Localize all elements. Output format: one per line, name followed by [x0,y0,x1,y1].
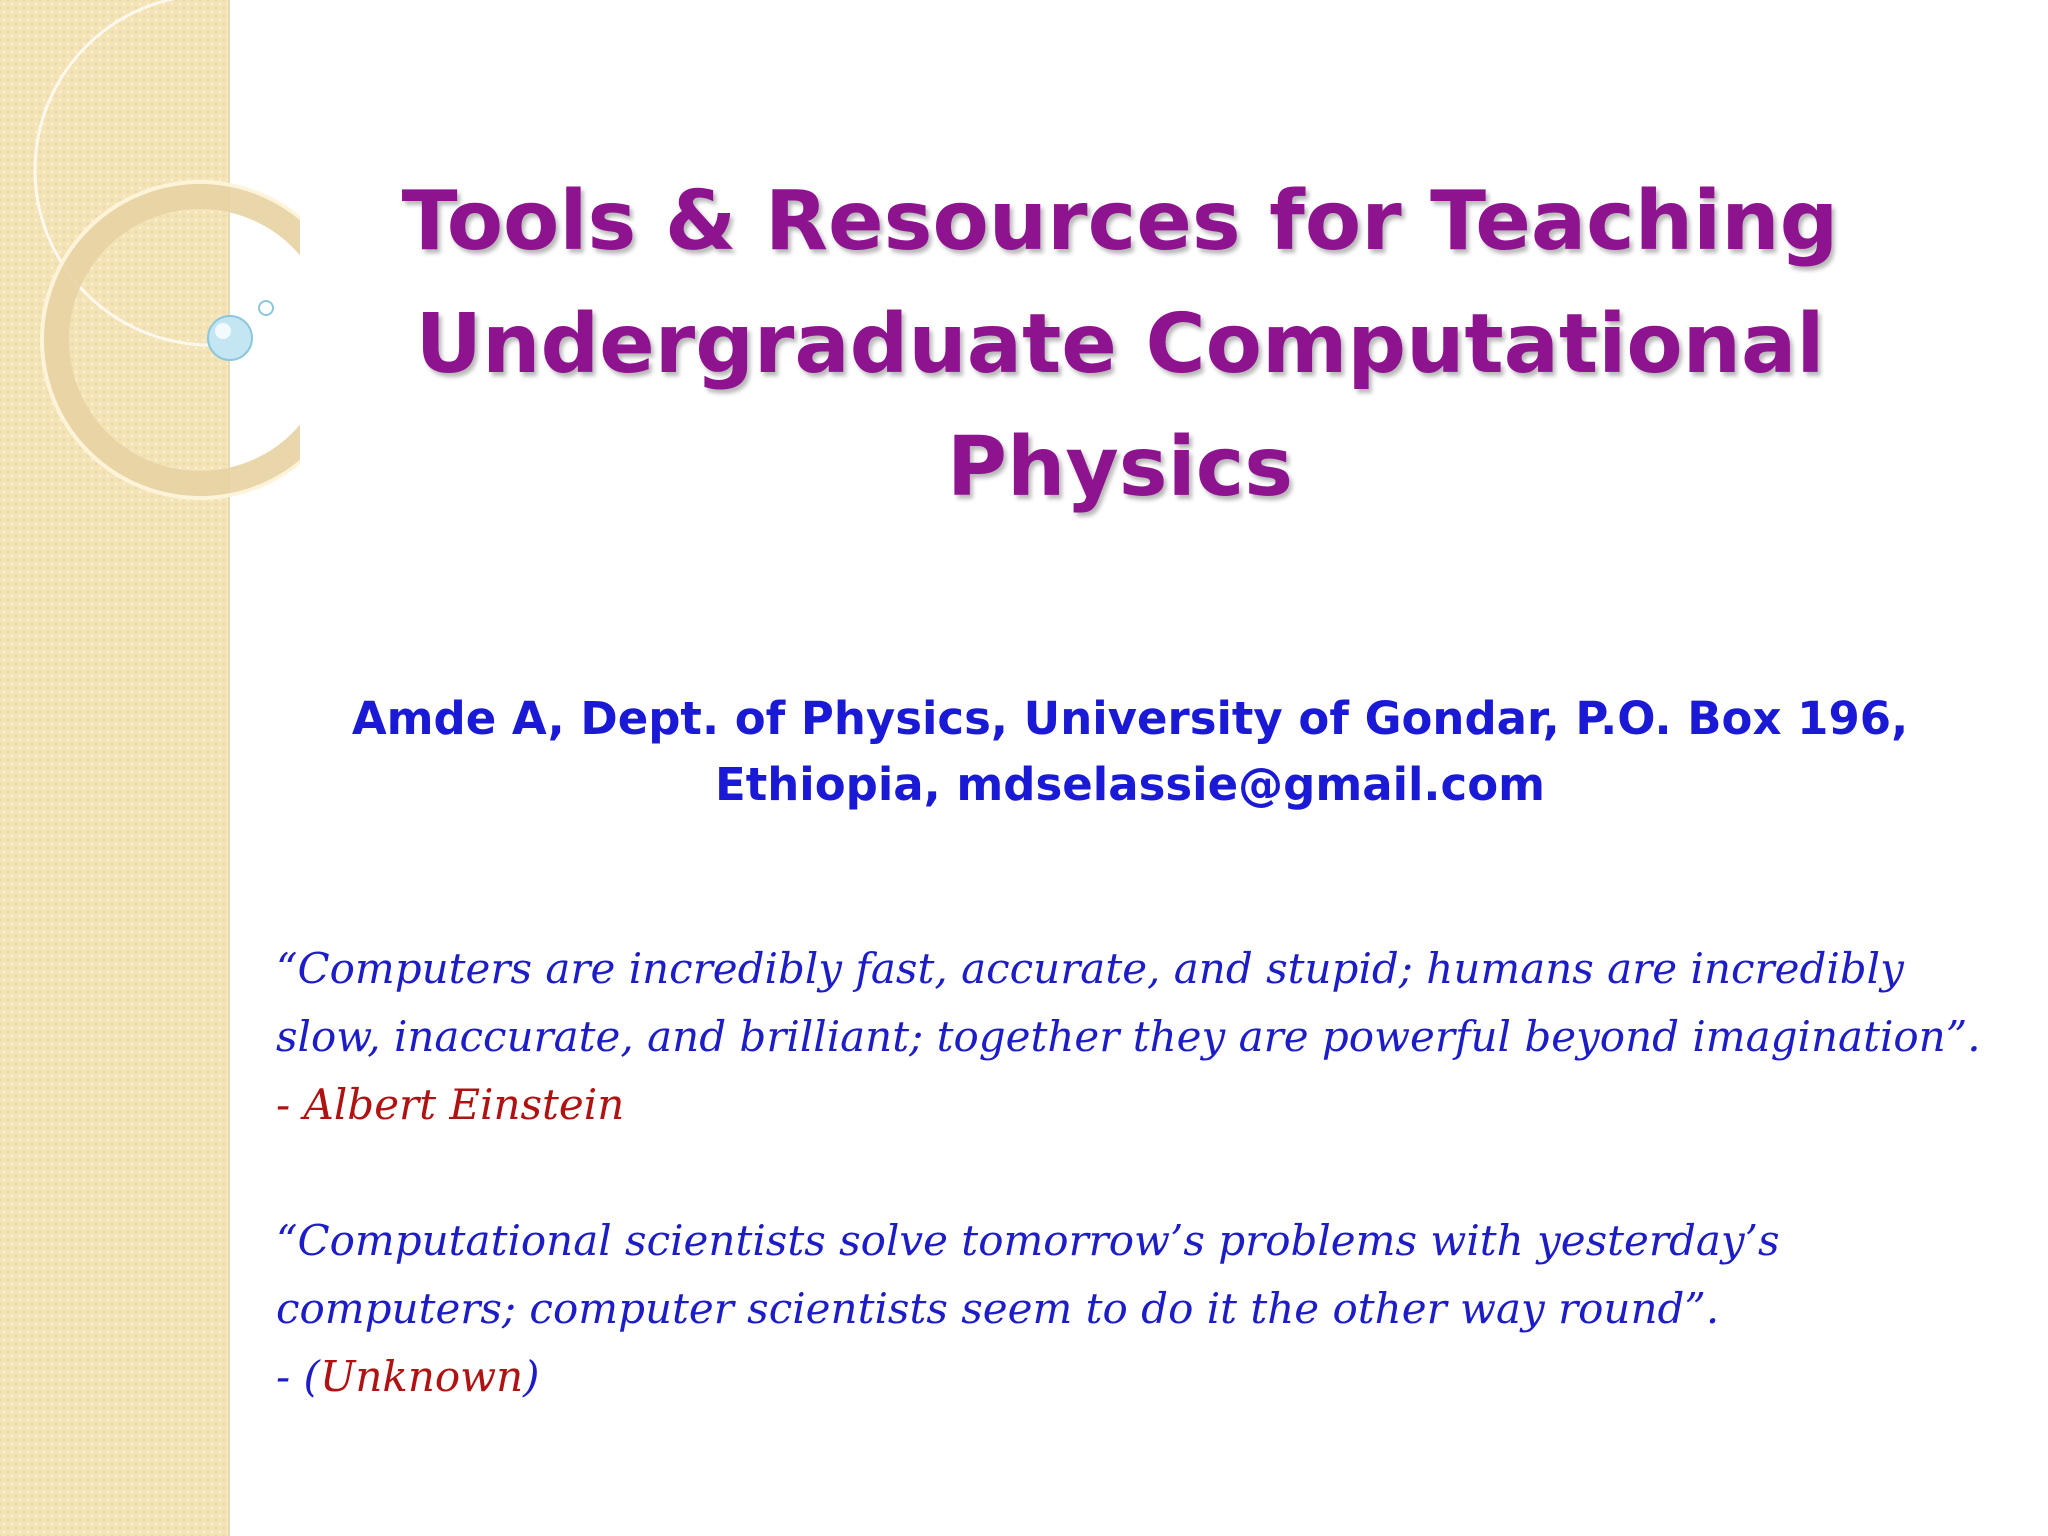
slide-title [280,160,1960,529]
quote-2-prefix: - ( [276,1352,320,1401]
bubble-highlight [215,323,231,339]
quote-1-line-1: “Computers are incredibly fast, accurate, and stupid; humans are incredibly [276,944,1904,993]
quote-1-dash: - [276,1080,304,1129]
bubble-large [208,316,252,360]
quote-1-author: Albert Einstein [303,1080,625,1129]
quote-2-line-2: computers; computer scientists seem to do it the other way round”. [276,1284,1720,1333]
author-line-2: Ethiopia, mdselassie@gmail.com [715,758,1545,811]
quote-1-attribution [276,1080,624,1129]
title-line-1: Tools & Resources for Teaching [401,174,1839,269]
title-line-3: Physics [946,420,1294,515]
bubble-small [259,301,273,315]
quote-2-attribution [276,1352,540,1401]
author-affiliation [300,686,1960,818]
quote-1-line-2: slow, inaccurate, and brilliant; together they are powerful beyond imagination”. [276,1012,1981,1061]
author-line-1: Amde A, Dept. of Physics, University of Gondar, P.O. Box 196, [351,692,1909,745]
quote-2-author: Unknown [319,1352,524,1401]
quote-einstein [276,935,2016,1139]
quote-2-suffix: ) [523,1352,540,1401]
medium-ring [55,195,300,485]
title-line-2: Undergraduate Computational [415,297,1825,392]
quote-unknown [276,1207,2016,1411]
decorative-circles [0,0,300,520]
quote-2-line-1: “Computational scientists solve tomorrow’s problems with yesterday’s [276,1216,1780,1265]
